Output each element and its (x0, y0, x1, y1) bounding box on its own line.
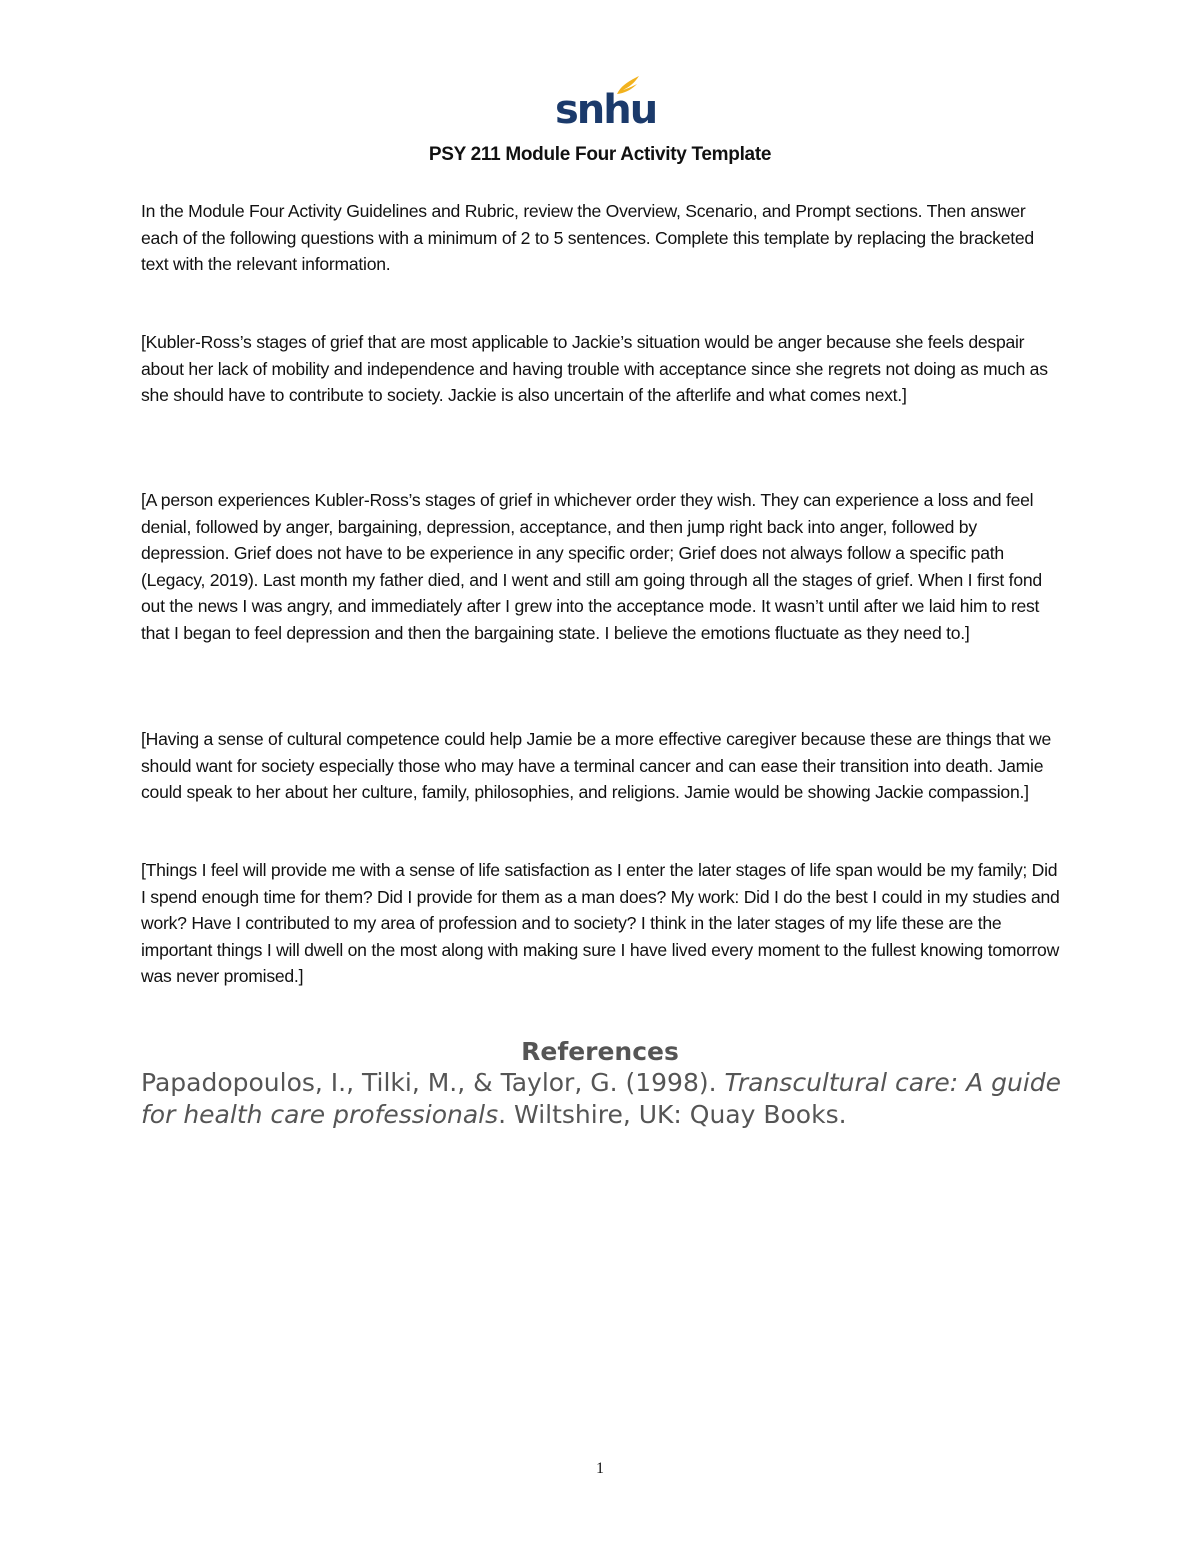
answer-paragraph-1: [Kubler-Ross’s stages of grief that are most applicable to Jackie’s situation would be anger because she feels despair about her lack of mobility and independence and having trouble with acceptance since she regrets not doing as much as she should have to contribute to society. Jackie is also uncertain of the afterlife and what comes next.] (141, 332, 1048, 405)
snhu-logo (555, 74, 657, 134)
logo-wordmark: snhu (555, 87, 657, 133)
reference-title: Transcultural care: A guide for health care professionals (141, 1068, 1062, 1129)
reference-publisher: . Wiltshire, UK: Quay Books. (498, 1100, 847, 1129)
answer-paragraph-3: [Having a sense of cultural competence could help Jamie be a more effective caregiver because these are things that we should want for society especially those who may have a terminal cancer and can ease their transition into death. Jamie could speak to her about her culture, family, philosophies, and religions. Jamie would be showing Jackie compassion.] (141, 729, 1052, 802)
answer-paragraph-2: [A person experiences Kubler-Ross’s stages of grief in whichever order they wish. They can experience a loss and feel denial, followed by anger, bargaining, depression, acceptance, and then jump right back into anger, followed by depression. Grief does not have to be experience in any specific order; Grief does not always follow a specific path (Legacy, 2019). Last month my father died, and I went and still am going through all the stages of grief. When I first fond out the news I was angry, and immediately after I grew into the acceptance mode. It wasn’t until after we laid him to rest that I began to feel depression and then the bargaining state. I believe the emotions fluctuate as they need to.] (141, 490, 1042, 643)
intro-paragraph: In the Module Four Activity Guidelines and Rubric, review the Overview, Scenario, and Prompt sections. Then answer each of the following questions with a minimum of 2 to 5 sentences. Complete this template by replacing the bracketed text with the relevant information. (141, 201, 1034, 274)
reference-entry (141, 1067, 1101, 1131)
page-number: 1 (596, 1460, 604, 1477)
reference-authors: Papadopoulos, I., Tilki, M., & Taylor, G. (1998). (141, 1068, 725, 1097)
references-heading: References (521, 1037, 679, 1066)
page-title: PSY 211 Module Four Activity Template (428, 144, 772, 165)
answer-paragraph-4: [Things I feel will provide me with a sense of life satisfaction as I enter the later stages of life span would be my family; Did I spend enough time for them? Did I provide for them as a man does? My work: Did I do the best I could in my studies and work? Have I contributed to my area of profession and to society? I think in the later stages of my life these are the important things I will dwell on the most along with making sure I have lived every moment to the fullest knowing tomorrow was never promised.] (141, 860, 1060, 986)
